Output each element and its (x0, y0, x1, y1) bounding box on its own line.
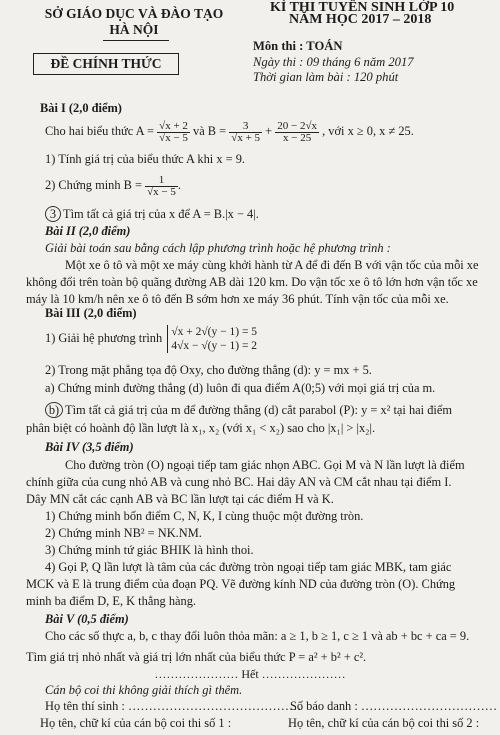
bai3-title: Bài III (2,0 điểm) (45, 306, 137, 320)
fraction-b1 (229, 121, 262, 144)
bai4-q1: 1) Chứng minh bốn điểm C, N, K, I cùng thuộc một đường tròn. (45, 509, 364, 523)
bai4-line3: Dây MN cắt các cạnh AB và BC lần lượt tại các điểm H và K. (26, 492, 334, 506)
student-name-field: Họ tên thí sinh : …………………………………… (45, 699, 302, 713)
bai4-title: Bài IV (3,5 điểm) (45, 440, 134, 454)
q2-denominator: √x − 5 (147, 185, 176, 198)
equation-system (167, 325, 257, 353)
condition: , với x ≥ 0, x ≠ 25. (322, 124, 414, 138)
bai3-q2b-line2: phân biệt có hoành độ lần lượt là x₁, x₂ (với x₁ < x₂) sao cho |x₁| > |x₂|. (26, 421, 376, 435)
bai2-line1: Giải bài toán sau bằng cách lập phương trình hoặc hệ phương trình : (45, 241, 391, 255)
a-denominator: √x − 5 (159, 131, 188, 144)
end-marker: ………………… Hết ………………… (154, 667, 346, 681)
q2-prefix: 2) Chứng minh B = (45, 178, 143, 192)
bai3-q2: 2) Trong mặt phẳng tọa độ Oxy, cho đường thẳng (d): y = mx + 5. (45, 363, 372, 377)
bai3-q2b (45, 402, 452, 418)
q2-suffix: . (177, 178, 181, 192)
bai1-q2 (45, 171, 181, 199)
fraction-q2 (145, 175, 178, 198)
bai4-q4b: MCK và E là trung điểm của đoạn PQ. Vẽ đường kính ND của đường tròn (O). Chứng (26, 577, 456, 591)
proctor-note: Cán bộ coi thi không giải thích gì thêm. (45, 683, 243, 697)
exam-date: Ngày thi : 09 tháng 6 năm 2017 (253, 55, 414, 69)
bai2-line3: không đổi trên toàn bộ quãng đường AB dài 120 km. Do vận tốc xe ô tô lớn hơn vận tốc xe (26, 275, 478, 289)
and-b: và B = (193, 124, 227, 138)
q1-prefix: 1) Giải hệ phương trình (45, 331, 163, 345)
department-city: HÀ NỘI (109, 22, 159, 37)
bai2-title: Bài II (2,0 điểm) (45, 224, 131, 238)
q2-numerator: 1 (145, 175, 178, 187)
bai1-expression (45, 116, 414, 146)
school-year: NĂM HỌC 2017 – 2018 (289, 12, 432, 27)
b1-denominator: √x + 5 (231, 131, 261, 144)
proctor2-field: Họ tên, chữ kí của cán bộ coi thi số 2 : (288, 716, 480, 730)
bai1-q1: 1) Tính giá trị của biểu thức A khi x = 9. (45, 152, 245, 166)
b1-numerator: 3 (229, 121, 262, 133)
bai1-title: Bài I (2,0 điểm) (40, 101, 122, 115)
bai1-intro: Cho hai biểu thức A = (45, 124, 155, 138)
candidate-number-field: Số báo danh : …………………………… (290, 699, 498, 713)
fraction-a (157, 121, 190, 144)
bai1-q3 (45, 206, 259, 222)
exam-title: KÌ THI TUYỂN SINH LỚP 10 (270, 0, 455, 15)
bai5-line2: Tìm giá trị nhỏ nhất và giá trị lớn nhất của biểu thức P = a² + b² + c². (26, 650, 367, 664)
bai4-q4a: 4) Gọi P, Q lần lượt là tâm của các đường tròn ngoại tiếp tam giác MBK, tam giác (45, 560, 452, 574)
bai3-q2a: a) Chứng minh đường thẳng (d) luôn đi qua điểm A(0;5) với mọi giá trị của m. (45, 381, 436, 395)
bai2-line2: Một xe ô tô và một xe máy cùng khởi hành từ A để đi đến B với vận tốc của mỗi xe (65, 258, 479, 272)
bai4-line2: chính giữa của cung nhỏ AB và cung nhỏ BC. Hai dây AN và CM cắt nhau tại điểm I. (26, 475, 452, 489)
bai4-q4c: minh ba điểm D, E, K thẳng hàng. (26, 594, 196, 608)
subject: Môn thi : TOÁN (253, 39, 343, 53)
bai4-line1: Cho đường tròn (O) ngoại tiếp tam giác nhọn ABC. Gọi M và N lần lượt là điểm (65, 458, 465, 472)
q3-text: Tìm tất cả giá trị của x để A = B.|x − 4|. (63, 207, 259, 221)
exam-time: Thời gian làm bài : 120 phút (253, 70, 399, 84)
circled-letter: b) (45, 402, 63, 418)
b2-numerator: 20 − 2√x (277, 119, 317, 132)
bai4-q3: 3) Chứng minh tứ giác BHIK là hình thoi. (45, 543, 254, 557)
bai2-line4: máy là 10 km/h nên xe ô tô đến B sớm hơn xe máy 36 phút. Tính vận tốc của mỗi xe. (26, 292, 449, 306)
fraction-b2 (275, 121, 319, 144)
q2b-text: Tìm tất cả giá trị của m để đường thẳng (d) cắt parabol (P): y = x² tại hai điểm (65, 403, 452, 417)
plus-sign: + (265, 124, 273, 138)
bai3-q1 (45, 320, 257, 356)
a-numerator: √x + 2 (159, 119, 188, 132)
header-underline (103, 40, 169, 41)
bai5-line1: Cho các số thực a, b, c thay đổi luôn thỏa mãn: a ≥ 1, b ≥ 1, c ≥ 1 và ab + bc + ca = 9. (45, 629, 470, 643)
b2-denominator: x − 25 (283, 131, 312, 144)
circled-number: 3 (45, 206, 61, 222)
equation-1: √x + 2√(y − 1) = 5 (171, 326, 258, 339)
department-name: SỞ GIÁO DỤC VÀ ĐÀO TẠO (44, 6, 224, 21)
bai4-q2: 2) Chứng minh NB² = NK.NM. (45, 526, 202, 540)
bai5-title: Bài V (0,5 điểm) (45, 612, 129, 626)
proctor1-field: Họ tên, chữ kí của cán bộ coi thi số 1 : (40, 716, 232, 730)
equation-2: 4√x − √(y − 1) = 2 (171, 340, 258, 353)
official-label: ĐỀ CHÍNH THỨC (33, 53, 179, 75)
